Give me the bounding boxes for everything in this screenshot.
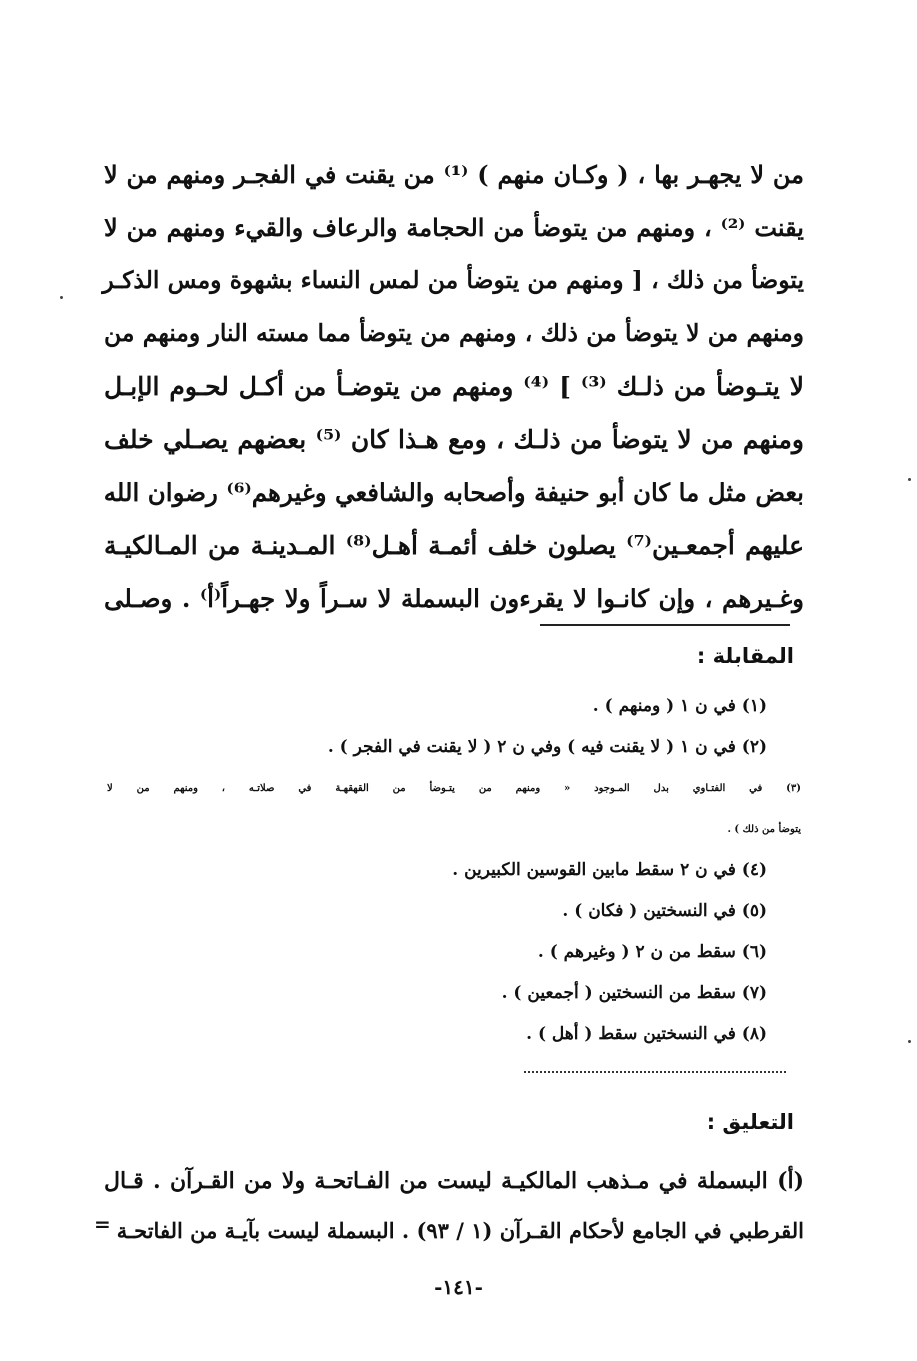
dotted-separator: [524, 1071, 786, 1073]
collation-heading: المقابلة :: [696, 644, 794, 668]
page-number: -١٤١-: [434, 1275, 483, 1299]
main-text-line: يقنت ⁽²⁾ ، ومنهم من يتوضأ من الحجامة والرعاف والقيء ومنهم من لا: [104, 213, 804, 242]
main-text-line: من لا يجهـر بها ، ( وكـان منهم ) ⁽¹⁾ من يقنت في الفجـر ومنهم من لا: [104, 160, 805, 189]
commentary-text: [104, 1156, 804, 1256]
collation-note: (١) في ن ١ ( ومنهم ) .: [592, 696, 767, 716]
collation-note: (٥) في النسختين ( فكان ) .: [562, 901, 767, 921]
main-text: [104, 148, 804, 625]
continuation-mark: =: [94, 1212, 111, 1236]
collation-note: (٦) سقط من ن ٢ ( وغيرهم ) .: [537, 942, 767, 962]
collation-note: (٤) في ن ٢ سقط مابين القوسين الكبيرين .: [452, 860, 767, 880]
collation-note: (٨) في النسختين سقط ( أهل ) .: [526, 1024, 767, 1044]
collation-notes: [107, 686, 801, 1055]
collation-note: (٢) في ن ١ ( لا يقنت فيه ) وفي ن ٢ ( لا يقنت في الفجر ) .: [327, 737, 767, 757]
scan-speck: [908, 1040, 911, 1043]
scan-speck: [908, 478, 911, 481]
main-text-line: ومنهم من لا يتوضأ من ذلك ، ومنهم من يتوضأ مما مسته النار ومنهم من: [104, 319, 804, 347]
collation-note-continuation: يتوضأ من ذلك ) .: [727, 824, 801, 835]
main-text-line: عليهم أجمعـين⁽⁷⁾ يصلون خلف أئمـة أهـل⁽⁸⁾ المـدينـة من المـالكيـة: [104, 531, 804, 560]
main-text-line: وغـيرهم ، وإن كانـوا لا يقرءون البسملة لا سـراً ولا جهـراً⁽أ⁾ . وصـلى: [104, 584, 804, 613]
footnote-separator: [540, 624, 790, 626]
scan-speck: [60, 296, 63, 299]
main-text-line: بعض مثل ما كان أبو حنيفة وأصحابه والشافعي وغيرهم⁽⁶⁾ رضوان الله: [103, 478, 804, 507]
main-text-line: يتوضأ من ذلك ، [ ومنهم من يتوضأ من لمس النساء بشهوة ومس الذكـر: [102, 266, 804, 294]
collation-note: (٧) سقط من النسختين ( أجمعين ) .: [501, 983, 767, 1003]
collation-note: (٣) في الفتـاوي بدل المـوجود « ومنهم من يتـوضأ من القهقهـة في صلاتـه ، ومنهم من لا: [107, 783, 801, 794]
commentary-line: (أ) البسملة في مـذهب المالكيـة ليست من الفـاتحـة ولا من القـرآن . قـال: [104, 1168, 804, 1194]
main-text-line: ومنهم من لا يتوضأ من ذلـك ، ومع هـذا كان ⁽⁵⁾ بعضهم يصـلي خلف: [104, 425, 804, 454]
commentary-line: القرطبي في الجامع لأحكام القـرآن (١ / ٩٣) . البسملة ليست بآيـة من الفاتحـة: [116, 1218, 804, 1243]
commentary-heading: التعليق :: [706, 1110, 794, 1134]
main-text-line: لا يتـوضأ من ذلـك ⁽³⁾ ] ⁽⁴⁾ ومنهم من يتوضـأ من أكـل لحـوم الإبـل: [104, 372, 804, 401]
